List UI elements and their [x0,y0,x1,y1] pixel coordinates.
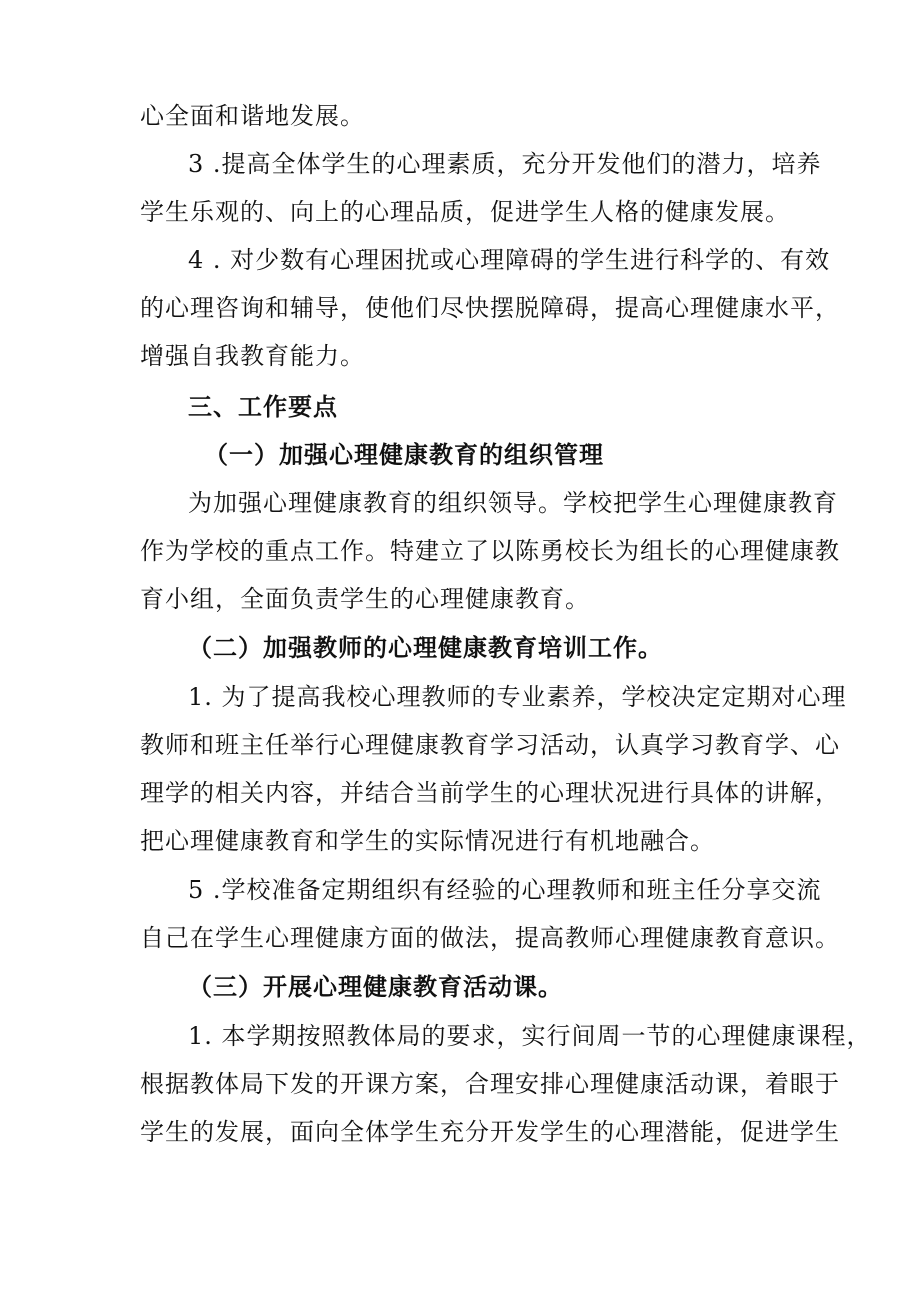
paragraph-2-line-3: 理学的相关内容，并结合当前学生的心理状况进行具体的讲解， [140,779,840,807]
paragraph-3-line-2: 自己在学生心理健康方面的做法，提高教师心理健康教育意识。 [140,924,840,952]
paragraph-4-line-2: 根据教体局下发的开课方案，合理安排心理健康活动课，着眼于 [140,1070,840,1098]
paragraph-2-line-1: 1. 为了提高我校心理教师的专业素养，学校决定定期对心理 [188,683,847,711]
paragraph-1-line-1: 为加强心理健康教育的组织领导。学校把学生心理健康教育 [188,489,838,517]
section-heading-work-points: 三、工作要点 [188,392,338,421]
list-item-4-line-1: 4 . 对少数有心理困扰或心理障碍的学生进行科学的、有效 [188,246,831,274]
subheading-3: （三）开展心理健康教育活动课。 [188,972,563,1001]
paragraph-2-line-4: 把心理健康教育和学生的实际情况进行有机地融合。 [140,827,715,855]
list-item-3-line-2: 学生乐观的、向上的心理品质，促进学生人格的健康发展。 [140,198,790,226]
paragraph-2-line-2: 教师和班主任举行心理健康教育学习活动，认真学习教育学、心 [140,731,840,759]
list-item-3-line-1: 3 .提高全体学生的心理素质，充分开发他们的潜力，培养 [188,150,822,178]
paragraph-1-line-3: 育小组，全面负责学生的心理健康教育。 [140,585,590,613]
paragraph-4-line-1: 1. 本学期按照教体局的要求，实行间周一节的心理健康课程， [188,1022,872,1050]
list-item-4-line-3: 增强自我教育能力。 [140,342,365,370]
paragraph-1-line-2: 作为学校的重点工作。特建立了以陈勇校长为组长的心理健康教 [140,537,840,565]
list-item-4-line-2: 的心理咨询和辅导，使他们尽快摆脱障碍，提高心理健康水平， [140,294,840,322]
subheading-1: （一）加强心理健康教育的组织管理 [204,440,604,469]
paragraph-line: 心全面和谐地发展。 [140,102,365,130]
subheading-2: （二）加强教师的心理健康教育培训工作。 [188,633,663,662]
paragraph-4-line-3: 学生的发展，面向全体学生充分开发学生的心理潜能，促进学生 [140,1118,840,1146]
paragraph-3-line-1: 5 .学校准备定期组织有经验的心理教师和班主任分享交流 [188,876,822,904]
